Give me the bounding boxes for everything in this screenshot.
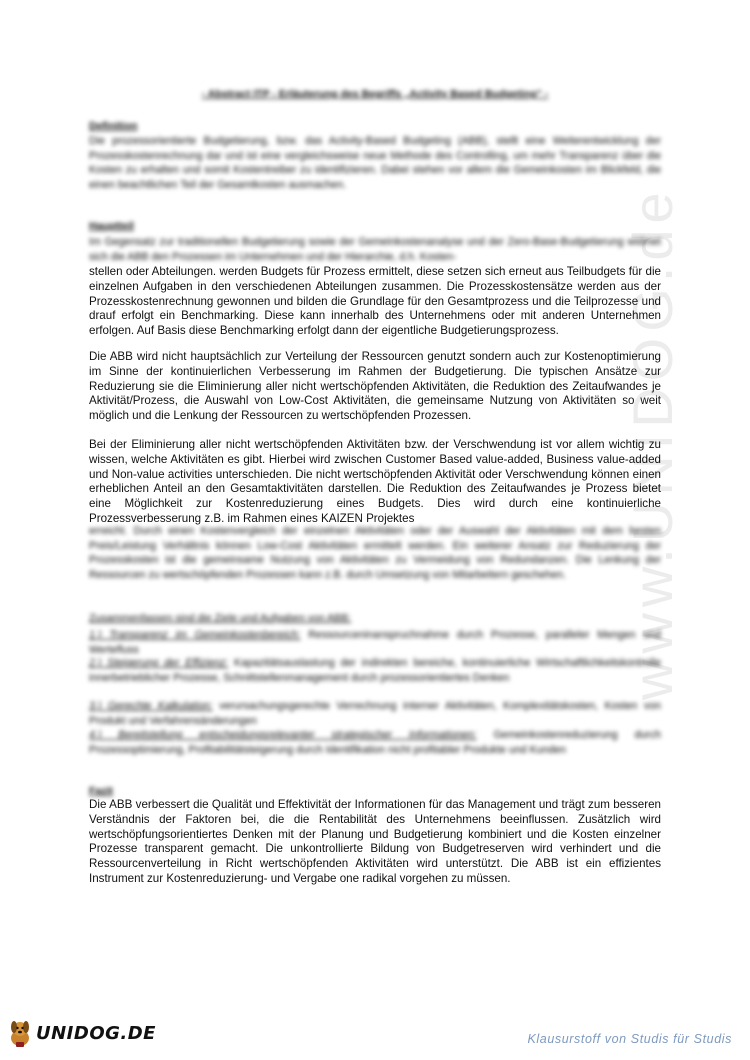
- main-heading: Hauptteil: [89, 220, 134, 232]
- main-paragraph-3-blurred: erreicht. Durch einen Kostenvergleich der einzelnen Aktivitäten oder der Auswahl der Aktivitäten mit dem besten Preis/Leistung Verhältnis können Low-Cost Aktivitäten ermittelt werden. Ein weiterer Ansatz zur Reduzierung der Prozesskosten ist die gemeinsame Nutzung von Aktivitäten zu Vermeidung von Redundanzen. Die Lenkung der Ressourcen zu wertschöpfenden Prozessen kann z.B. durch Umsetzung von Mitarbeitern geschehen.: [89, 525, 661, 581]
- watermark: www.UNIDOG.de: [621, 186, 684, 700]
- summary-heading: Zusammenfassen sind die Ziele und Aufgaben von ABB:: [89, 612, 352, 624]
- conclusion-text: Die ABB verbessert die Qualität und Effektivität der Informationen für das Management und trägt zum besseren Verständnis der Faktoren bei, die die Rentabilität des Unternehmens beeinflussen. Zusätzlich wird wertschöpfungsorientiertes Denken mit der Planung und Budgetierung kombiniert und die Kosten einzelner Prozesse transparent gemacht. Die unkontrollierte Bildung von Budgetreserven wird verhindert und die Ressourcenverteilung in Richt wertschöpfenden Aktivitäten wird unterstützt. Die ABB ist ein effizientes Instrument zur Kostenreduzierung- und Vergabe one radikal vorgehen zu müssen.: [89, 798, 661, 885]
- footer-logo[interactable]: [6, 1018, 156, 1048]
- document-title: - Abstract ITP - Erläuterung des Begriffs „Activity Based Budgeting“ -: [201, 88, 549, 100]
- summary-item-1: 1.) Transparenz im Gemeinkostenbereich: Ressourceninanspruchnahme durch Prozesse, paralleler Mengen und Wertefluss: [89, 629, 661, 656]
- main-paragraph-2: Die ABB wird nicht hauptsächlich zur Verteilung der Ressourcen genutzt sondern auch zur Kostenoptimierung im Sinne der kontinuierlichen Verbesserung im Rahmen der Budgetierung. Die typischen Ansätze zur Reduzierung sie die Eliminierung aller nicht wertschöpfenden Aktivitäten, die Reduktion des Zeitaufwandes je Aktivität/Prozess, die Auswahl von Low-Cost Aktivitäten, die gemeinsame Nutzung von Aktivitäten so weit möglich und die Lenkung der Ressourcen zu wertschöpfenden Prozessen.: [89, 350, 661, 423]
- definition-text: Die prozessorientierte Budgetierung, bzw. das Activity-Based Budgeting (ABB), stellt eine Weiterentwicklung der Prozesskostenrechnung dar und ist eine vergleichsweise neue Methode des Controlling, um mehr Transparenz über die Kosten zu erhalten und somit Kostentreiber zu identifizieren. Dabei stehen vor allem die Gemeinkosten im Blickfeld, die einen beachtlichen Teil der Gesamtkosten ausmachen.: [89, 135, 661, 191]
- main-paragraph-3: Bei der Eliminierung aller nicht wertschöpfenden Aktivitäten bzw. der Verschwendung ist vor allem wichtig zu wissen, welche Aktivitäten es gibt. Hierbei wird zwischen Customer Based value-added, Business value-added und Non-value activities unterschieden. Die nicht wertschöpfenden Aktivität oder Verschwendung können einen erheblichen Anteil an den Gesamtaktivitäten darstellen. Die Reduktion des Zeitaufwandes je Prozess bietet eine Möglichkeit zur Kostenreduzierung eines Budgets. Dies wird durch eine kontinuierliche Prozessverbesserung z.B. im Rahmen eines KAIZEN Projektes: [89, 438, 661, 525]
- main-paragraph-1: stellen oder Abteilungen. werden Budgets für Prozess ermittelt, diese setzen sich erneut aus Teilbudgets für die einzelnen Aufgaben in den verschiedenen Abteilungen zusammen. Die Prozesskostensätze werden aus der Prozesskostenrechnung gewonnen und bilden die Grundlage für den Gesamtprozess und die Teilprozesse und drauf erfolgt ein Benchmarking. Diese kann innerhalb des Unternehmens oder mit anderen Unternehmen erfolgen. Auf Basis diese Benchmarking erfolgt dann der eigentliche Budgetierungsprozess.: [89, 265, 661, 338]
- summary-item-3: 3.) Gerechte Kalkulation: verursachungsgerechte Verrechnung interner Aktivitäten, Komplexitätskosten, Kosten von Produkt und Verfahrensänderungen: [89, 700, 662, 727]
- summary-item-4: 4.) Bereitstellung entscheidungsrelevanter strategischer Informationen: Gemeinkostenreduzierung durch Prozessoptimierung, Profitabilitätsteigerung durch Identifikation nicht profitabler Produkte und Kunden: [89, 729, 662, 756]
- footer-tagline: Klausurstoff von Studis für Studis: [527, 1032, 732, 1046]
- main-paragraph-1-blurred: Im Gegensatz zur traditionellen Budgetierung sowie der Gemeinkostenanalyse und der Zero-Base-Budgetierung widmet sich die ABB den Prozessen im Unternehmen und der Hierarchie, d.h. Kosten-: [89, 236, 661, 263]
- conclusion-heading: Fazit: [89, 785, 113, 797]
- logo-text: UNIDOG.DE: [36, 1022, 156, 1044]
- summary-item-2: 2.) Steigerung der Effizienz: Kapazitätsauslastung der indirekten bereiche, kontinuierliche Wirtschaftlichkeitskontrolle innerbetrieblicher Prozesse, Schnittstellenmanagement durch prozessorientiertes Denken: [89, 657, 661, 684]
- dog-icon: [6, 1018, 34, 1048]
- definition-heading: Definition: [89, 120, 138, 132]
